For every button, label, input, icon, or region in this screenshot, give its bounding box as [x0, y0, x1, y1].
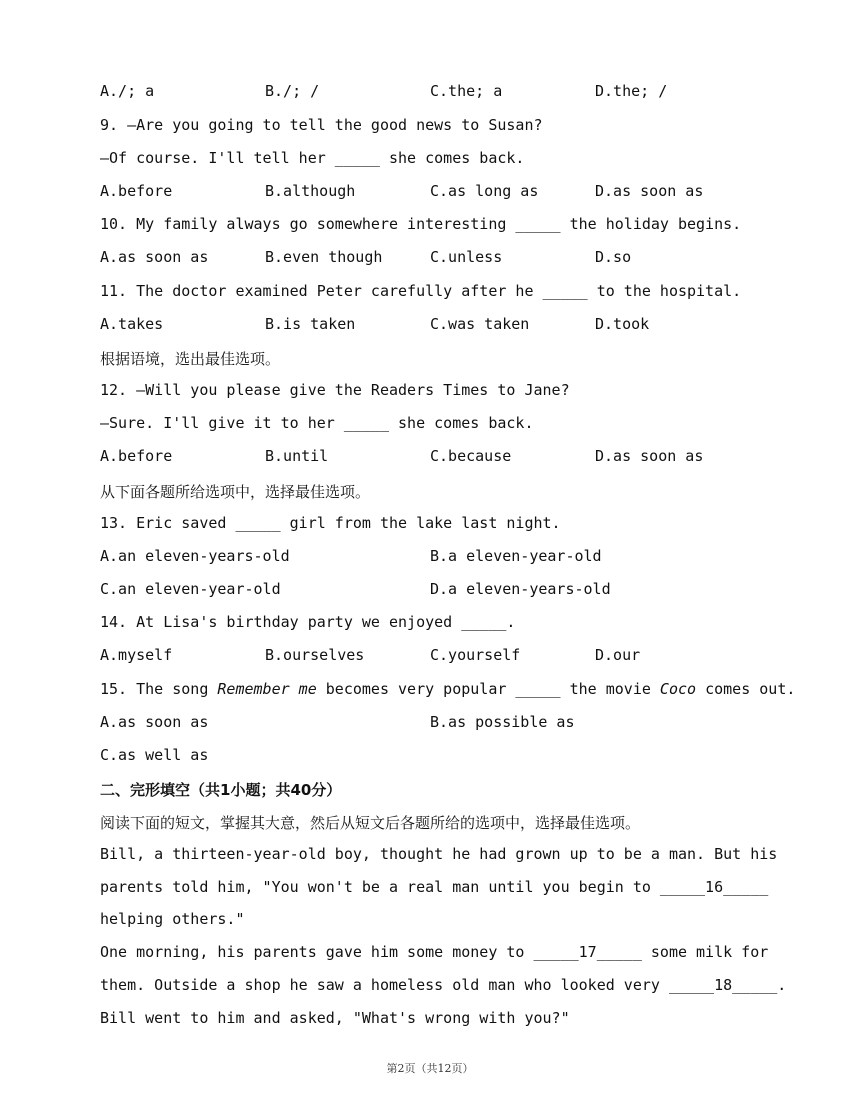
- q12-stem: 12. —Will you please give the Readers Times to Jane?: [100, 381, 570, 399]
- q11-option-d: D.took: [595, 315, 650, 333]
- q15-stem-part3: comes out.: [696, 680, 796, 698]
- passage-line: One morning, his parents gave him some money to _____17_____ some milk for: [100, 943, 769, 961]
- q9-option-c: C.as long as: [430, 182, 539, 200]
- q12-option-c: C.because: [430, 447, 512, 465]
- q9-reply: —Of course. I'll tell her _____ she comes back.: [100, 149, 525, 167]
- q10-option-d: D.so: [595, 248, 632, 266]
- q12-reply: —Sure. I'll give it to her _____ she comes back.: [100, 414, 534, 432]
- q8-option-b: B./; /: [265, 82, 320, 100]
- q15-option-c: C.as well as: [100, 746, 209, 764]
- q13-stem: 13. Eric saved _____ girl from the lake last night.: [100, 514, 561, 532]
- section-instruction: 阅读下面的短文，掌握其大意，然后从短文后各题所给的选项中，选择最佳选项。: [100, 814, 641, 832]
- q15-stem-part1: 15. The song: [100, 680, 218, 698]
- q15-stem-part2: becomes very popular _____ the movie: [316, 680, 660, 698]
- q12-option-a: A.before: [100, 447, 173, 465]
- q13-option-b: B.a eleven-year-old: [430, 547, 602, 565]
- q9-option-d: D.as soon as: [595, 182, 704, 200]
- passage-line: helping others.": [100, 910, 245, 928]
- q15-option-a: A.as soon as: [100, 713, 209, 731]
- q10-option-a: A.as soon as: [100, 248, 209, 266]
- q15-song-title: Remember me: [217, 680, 317, 698]
- q8-option-d: D.the; /: [595, 82, 668, 100]
- passage-line: Bill went to him and asked, "What's wrong with you?": [100, 1009, 570, 1027]
- q11-option-b: B.is taken: [265, 315, 356, 333]
- page-footer: 第2页（共12页）: [386, 1062, 474, 1075]
- q9-option-a: A.before: [100, 182, 173, 200]
- q15-option-b: B.as possible as: [430, 713, 575, 731]
- q10-option-b: B.even though: [265, 248, 383, 266]
- q11-option-c: C.was taken: [430, 315, 530, 333]
- section-title: 二、完形填空（共1小题；共40分）: [100, 781, 342, 799]
- q14-option-c: C.yourself: [430, 646, 521, 664]
- q13-option-c: C.an eleven-year-old: [100, 580, 281, 598]
- q11-option-a: A.takes: [100, 315, 164, 333]
- passage-line: parents told him, "You won't be a real man until you begin to _____16_____: [100, 878, 769, 896]
- q10-option-c: C.unless: [430, 248, 503, 266]
- q15-movie-title: Coco: [659, 680, 697, 698]
- q8-option-a: A./; a: [100, 82, 155, 100]
- q13-option-d: D.a eleven-years-old: [430, 580, 611, 598]
- q10-stem: 10. My family always go somewhere interesting _____ the holiday begins.: [100, 215, 742, 233]
- q9-stem: 9. —Are you going to tell the good news to Susan?: [100, 116, 543, 134]
- q14-option-a: A.myself: [100, 646, 173, 664]
- instruction-choose: 从下面各题所给选项中，选择最佳选项。: [100, 483, 371, 501]
- q13-option-a: A.an eleven-years-old: [100, 547, 290, 565]
- q11-stem: 11. The doctor examined Peter carefully after he _____ to the hospital.: [100, 282, 742, 300]
- q14-option-b: B.ourselves: [265, 646, 365, 664]
- passage-line: them. Outside a shop he saw a homeless old man who looked very _____18_____.: [100, 976, 787, 994]
- q14-option-d: D.our: [595, 646, 641, 664]
- q15-stem: [100, 680, 795, 698]
- q8-option-c: C.the; a: [430, 82, 503, 100]
- q9-option-b: B.although: [265, 182, 356, 200]
- q12-option-d: D.as soon as: [595, 447, 704, 465]
- q12-option-b: B.until: [265, 447, 329, 465]
- q14-stem: 14. At Lisa's birthday party we enjoyed _____.: [100, 613, 516, 631]
- instruction-context: 根据语境，选出最佳选项。: [100, 350, 281, 368]
- passage-line: Bill, a thirteen-year-old boy, thought he had grown up to be a man. But his: [100, 845, 778, 863]
